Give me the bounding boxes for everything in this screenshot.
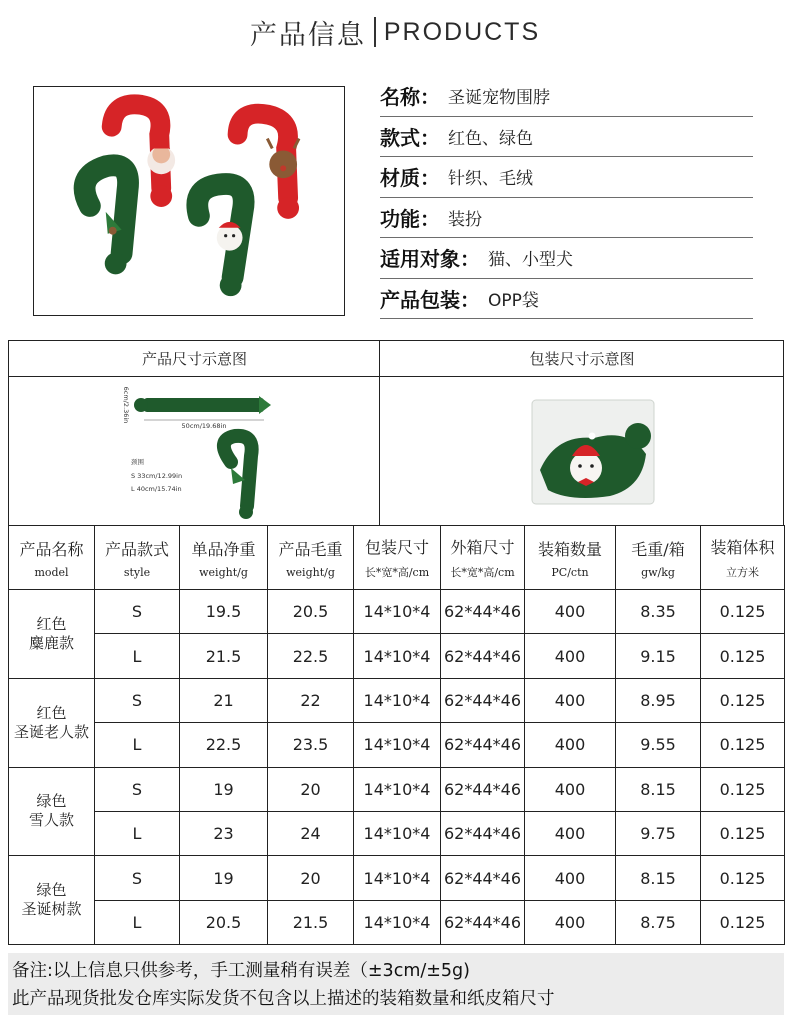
table-cell: 21.5 xyxy=(180,634,268,678)
neck-size-l: L 40cm/15.74in xyxy=(131,485,182,493)
table-cell: 62*44*46 xyxy=(441,634,525,678)
table-cell: 400 xyxy=(525,590,616,634)
table-cell: L xyxy=(95,811,180,855)
model-cell xyxy=(9,590,95,679)
table-cell: L xyxy=(95,634,180,678)
page-header xyxy=(0,12,790,52)
page-title-cn: 产品信息 xyxy=(249,19,366,51)
info-value: 红色、绿色 xyxy=(448,128,533,149)
table-cell: 0.125 xyxy=(701,634,785,678)
table-cell: 22.5 xyxy=(180,723,268,767)
table-cell: 62*44*46 xyxy=(441,900,525,944)
table-cell: 14*10*4 xyxy=(354,900,441,944)
column-header: 产品毛重 weight/g xyxy=(268,526,354,590)
table-cell: 23 xyxy=(180,811,268,855)
column-header: 产品款式 style xyxy=(95,526,180,590)
table-cell: 9.75 xyxy=(616,811,701,855)
table-cell: 20 xyxy=(268,767,354,811)
table-cell: 62*44*46 xyxy=(441,856,525,900)
info-list xyxy=(380,76,753,319)
table-cell: 14*10*4 xyxy=(354,590,441,634)
column-header: 产品名称 model xyxy=(9,526,95,590)
table-row xyxy=(9,723,785,767)
model-color: 绿色 xyxy=(36,792,67,811)
column-header: 毛重/箱 gw/kg xyxy=(616,526,701,590)
table-cell: 62*44*46 xyxy=(441,767,525,811)
table-cell: L xyxy=(95,900,180,944)
table-header-row xyxy=(9,526,785,590)
table-row xyxy=(9,590,785,634)
table-cell: S xyxy=(95,678,180,722)
footer-notes xyxy=(8,953,784,1015)
column-header: 装箱体积 立方米 xyxy=(701,526,785,590)
table-cell: 14*10*4 xyxy=(354,723,441,767)
info-key: 款式： xyxy=(380,125,440,150)
scarves-illustration xyxy=(34,87,344,315)
info-row-package xyxy=(380,279,753,320)
table-cell: 400 xyxy=(525,634,616,678)
table-cell: 19 xyxy=(180,767,268,811)
model-color: 绿色 xyxy=(36,881,67,900)
table-cell: 62*44*46 xyxy=(441,811,525,855)
table-cell: 8.15 xyxy=(616,767,701,811)
length-label: 50cm/19.68in xyxy=(181,422,227,430)
info-row-function xyxy=(380,198,753,239)
table-cell: 8.75 xyxy=(616,900,701,944)
info-row-style xyxy=(380,117,753,158)
table-cell: S xyxy=(95,856,180,900)
info-key: 适用对象： xyxy=(380,247,480,272)
table-cell: 0.125 xyxy=(701,856,785,900)
table-cell: 0.125 xyxy=(701,590,785,634)
table-cell: 22 xyxy=(268,678,354,722)
table-cell: S xyxy=(95,767,180,811)
info-value: 针织、毛绒 xyxy=(448,169,533,190)
column-header: 单品净重 weight/g xyxy=(180,526,268,590)
info-row-name xyxy=(380,76,753,117)
table-cell: 62*44*46 xyxy=(441,723,525,767)
product-photo xyxy=(33,86,345,316)
table-cell: 14*10*4 xyxy=(354,811,441,855)
table-cell: L xyxy=(95,723,180,767)
table-body xyxy=(9,590,785,945)
info-value: OPP袋 xyxy=(488,290,539,311)
model-color: 红色 xyxy=(36,614,67,633)
table-cell: 62*44*46 xyxy=(441,590,525,634)
table-cell: 8.35 xyxy=(616,590,701,634)
table-cell: 22.5 xyxy=(268,634,354,678)
spec-table xyxy=(8,525,785,945)
model-name: 雪人款 xyxy=(28,811,74,830)
table-cell: 20.5 xyxy=(268,590,354,634)
info-key: 功能： xyxy=(380,206,440,231)
info-key: 名称： xyxy=(380,85,440,110)
title-divider xyxy=(374,17,376,47)
model-name: 麋鹿款 xyxy=(28,633,74,652)
table-cell: 21.5 xyxy=(268,900,354,944)
table-cell: 0.125 xyxy=(701,900,785,944)
table-cell: 24 xyxy=(268,811,354,855)
table-cell: 400 xyxy=(525,811,616,855)
neck-size-s: S 33cm/12.99in xyxy=(131,472,183,480)
table-cell: 0.125 xyxy=(701,678,785,722)
product-size-diagram-title: 产品尺寸示意图 xyxy=(9,341,380,377)
table-cell: 400 xyxy=(525,678,616,722)
table-cell: 8.95 xyxy=(616,678,701,722)
table-row xyxy=(9,811,785,855)
table-cell: 62*44*46 xyxy=(441,678,525,722)
column-header: 外箱尺寸 长*宽*高/cm xyxy=(441,526,525,590)
table-cell: 0.125 xyxy=(701,723,785,767)
size-diagram-panel xyxy=(8,340,784,526)
note-line-2: 此产品现货批发仓库实际发货不包含以上描述的装箱数量和纸皮箱尺寸 xyxy=(12,989,555,1009)
table-row xyxy=(9,678,785,722)
table-cell: 19.5 xyxy=(180,590,268,634)
table-row xyxy=(9,856,785,900)
model-cell xyxy=(9,678,95,767)
info-row-material xyxy=(380,157,753,198)
width-label: 6cm/2.36in xyxy=(122,386,130,424)
table-cell: 14*10*4 xyxy=(354,767,441,811)
model-cell xyxy=(9,856,95,945)
table-cell: 9.15 xyxy=(616,634,701,678)
flat-scarf xyxy=(144,398,264,412)
product-size-diagram xyxy=(9,378,379,525)
table-cell: 400 xyxy=(525,723,616,767)
table-cell: 20 xyxy=(268,856,354,900)
table-cell: 14*10*4 xyxy=(354,634,441,678)
info-key: 材质： xyxy=(380,166,440,191)
note-line-1: 备注:以上信息只供参考，手工测量稍有误差（±3cm/±5g) xyxy=(12,961,470,981)
table-cell: 0.125 xyxy=(701,767,785,811)
table-cell: 400 xyxy=(525,767,616,811)
model-cell xyxy=(9,767,95,856)
table-cell: 400 xyxy=(525,900,616,944)
package-size-diagram-title: 包装尺寸示意图 xyxy=(380,341,784,377)
table-cell: 9.55 xyxy=(616,723,701,767)
info-value: 装扮 xyxy=(448,209,482,230)
column-header: 包装尺寸 长*宽*高/cm xyxy=(354,526,441,590)
table-row xyxy=(9,900,785,944)
curled-scarf xyxy=(224,436,252,506)
neck-label: 颈围 xyxy=(131,458,144,466)
info-value: 猫、小型犬 xyxy=(488,250,573,271)
table-row xyxy=(9,634,785,678)
model-name: 圣诞树款 xyxy=(21,900,82,919)
model-name: 圣诞老人款 xyxy=(13,722,89,741)
table-cell: 8.15 xyxy=(616,856,701,900)
table-cell: 19 xyxy=(180,856,268,900)
column-header: 装箱数量 PC/ctn xyxy=(525,526,616,590)
table-cell: S xyxy=(95,590,180,634)
table-cell: 14*10*4 xyxy=(354,678,441,722)
info-row-target xyxy=(380,238,753,279)
table-cell: 400 xyxy=(525,856,616,900)
table-cell: 20.5 xyxy=(180,900,268,944)
table-cell: 0.125 xyxy=(701,811,785,855)
table-cell: 21 xyxy=(180,678,268,722)
table-cell: 23.5 xyxy=(268,723,354,767)
model-color: 红色 xyxy=(36,703,67,722)
package-size-diagram xyxy=(380,378,784,525)
page-title-en: PRODUCTS xyxy=(383,17,541,46)
table-cell: 14*10*4 xyxy=(354,856,441,900)
table-row xyxy=(9,767,785,811)
info-value: 圣诞宠物围脖 xyxy=(448,88,550,109)
info-key: 产品包装： xyxy=(380,287,480,312)
